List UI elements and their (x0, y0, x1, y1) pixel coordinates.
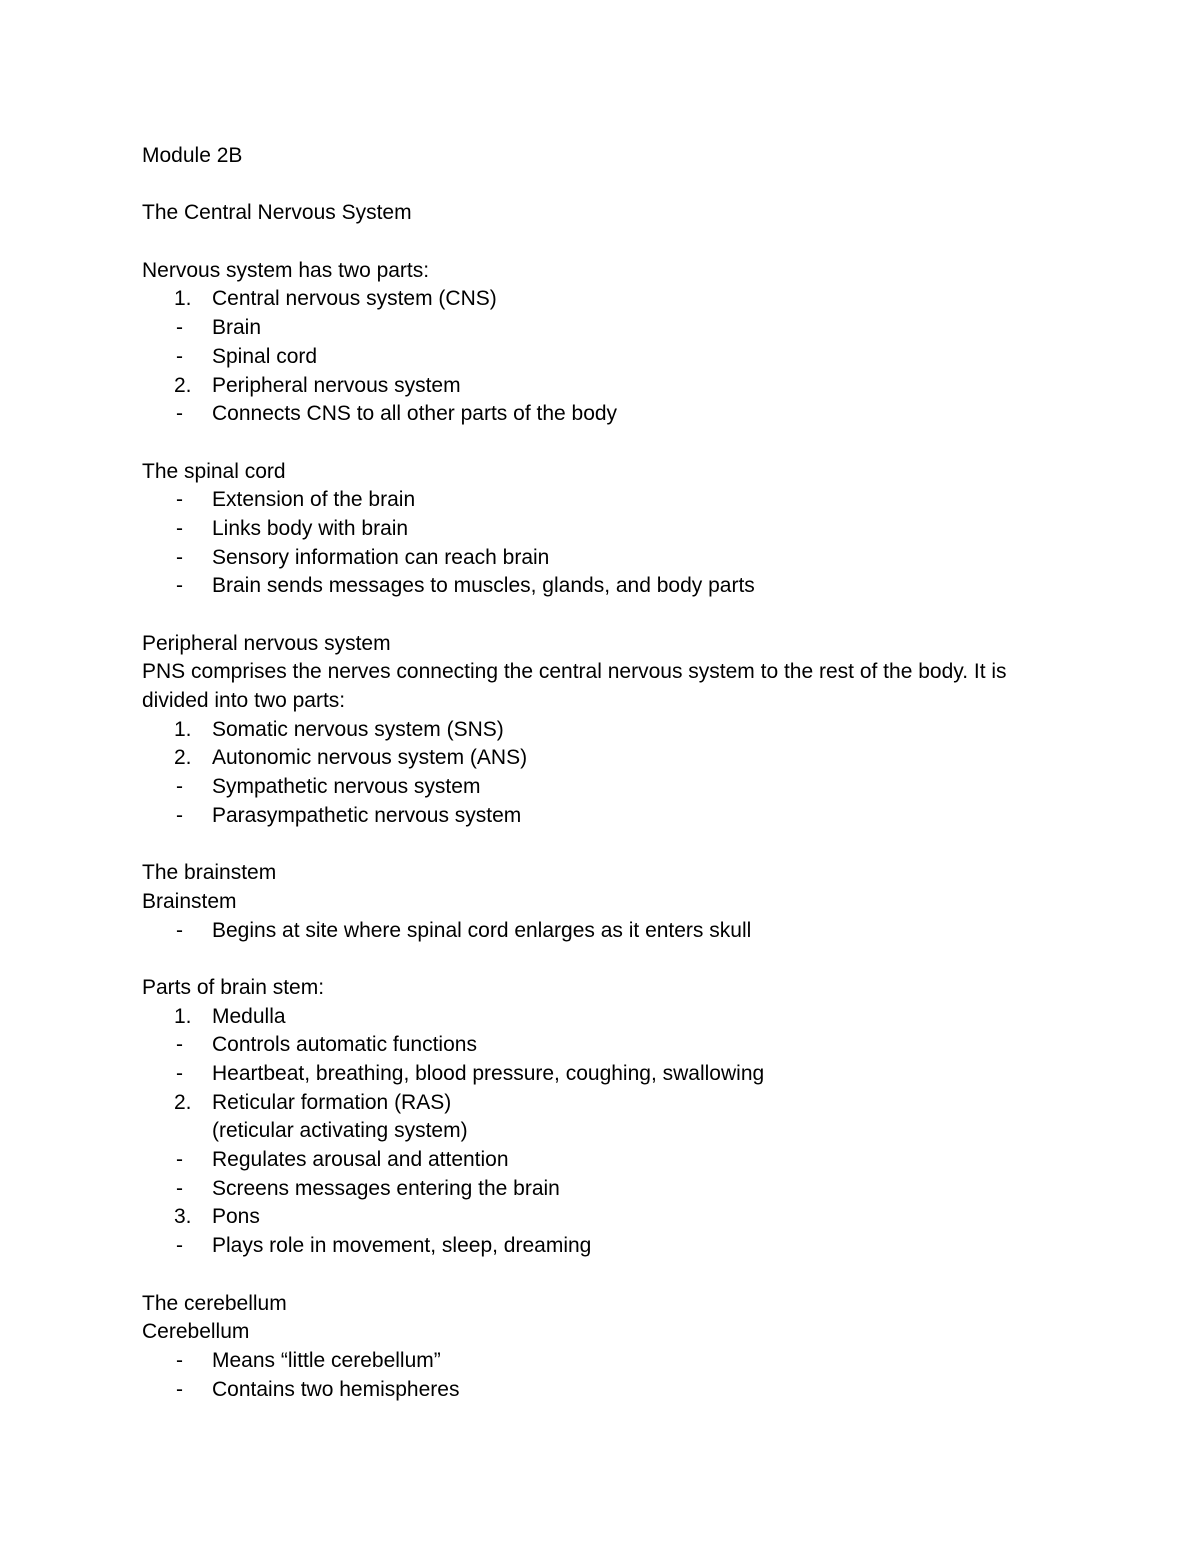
list-item-text: Screens messages entering the brain (212, 1176, 560, 1200)
list-marker: - (176, 1176, 183, 1200)
list-item-text: Extension of the brain (212, 488, 416, 512)
list-item-text: Central nervous system (CNS) (212, 287, 497, 311)
list-marker: 1. (174, 287, 192, 311)
blank-line (142, 601, 1042, 630)
list-marker: 2. (174, 373, 192, 397)
section-heading: Peripheral nervous system (142, 631, 391, 655)
list-item-text: Parasympathetic nervous system (212, 803, 522, 827)
list-item (142, 1031, 1042, 1060)
list-item (142, 1232, 1042, 1261)
list-item (142, 716, 1042, 745)
list-item (142, 1060, 1042, 1089)
list-item (142, 486, 1042, 515)
list-marker: 1. (174, 1004, 192, 1028)
list-item-text: Sympathetic nervous system (212, 775, 481, 799)
list-marker: - (176, 803, 183, 827)
list-marker: - (176, 316, 183, 340)
list-item-text: Brain (212, 316, 262, 340)
section-heading: The cerebellum (142, 1291, 287, 1315)
list-item (142, 1376, 1042, 1405)
list-item (142, 372, 1042, 401)
list-item (142, 917, 1042, 946)
list-item (142, 314, 1042, 343)
list-marker: - (176, 545, 183, 569)
blank-line (142, 429, 1042, 458)
document-title: Module 2B (142, 144, 243, 167)
section-subheading: Brainstem (142, 889, 237, 913)
list-marker: - (176, 775, 183, 799)
section-spinal-cord (142, 458, 1042, 601)
section-brainstem (142, 859, 1042, 945)
list-item-text: Connects CNS to all other parts of the body (212, 402, 618, 426)
list-marker: - (176, 1148, 183, 1172)
list-item-text: Brain sends messages to muscles, glands, and body parts (212, 574, 755, 598)
list-item (142, 1347, 1042, 1376)
list-item-text: Begins at site where spinal cord enlarges as it enters skull (212, 918, 752, 942)
list-marker: - (176, 344, 183, 368)
list-item-text: Means “little cerebellum” (212, 1348, 441, 1372)
section-paragraph: PNS comprises the nerves connecting the central nervous system to the rest of the body. It is divided into two parts: (142, 660, 1007, 713)
list-item-text: Somatic nervous system (SNS) (212, 717, 504, 741)
list-item (142, 1089, 1042, 1118)
blank-line (142, 171, 1042, 200)
section-parts-of-brain-stem (142, 974, 1042, 1261)
list-marker: 3. (174, 1205, 192, 1229)
list-marker: - (176, 574, 183, 598)
list-marker: - (176, 516, 183, 540)
section-subheading: Cerebellum (142, 1320, 250, 1344)
section-peripheral-nervous-system (142, 630, 1042, 831)
list-item (142, 1146, 1042, 1175)
list-item (142, 343, 1042, 372)
blank-line (142, 945, 1042, 974)
list-item (142, 802, 1042, 831)
list-item-text: Medulla (212, 1004, 286, 1028)
list-item-text: Reticular formation (RAS) (212, 1090, 452, 1114)
list-marker: 1. (174, 717, 192, 741)
document-subtitle: The Central Nervous System (142, 201, 412, 225)
section-cerebellum (142, 1290, 1042, 1405)
document-body (142, 142, 1042, 1404)
blank-line (142, 228, 1042, 257)
blank-line (142, 831, 1042, 860)
list-item (142, 1117, 1042, 1146)
list-item-text: Plays role in movement, sleep, dreaming (212, 1234, 592, 1258)
list-item (142, 1203, 1042, 1232)
list-item-text: Autonomic nervous system (ANS) (212, 746, 528, 770)
list-item-text: (reticular activating system) (212, 1119, 468, 1143)
blank-line (142, 1261, 1042, 1290)
section-heading: The brainstem (142, 861, 277, 885)
list-item-text: Regulates arousal and attention (212, 1148, 509, 1172)
list-marker: - (176, 488, 183, 512)
list-item-text: Pons (212, 1205, 260, 1229)
section-nervous-system-parts (142, 257, 1042, 429)
list-item (142, 1003, 1042, 1032)
list-item (142, 773, 1042, 802)
list-marker: - (176, 918, 183, 942)
list-item-text: Spinal cord (212, 344, 318, 368)
list-item-text: Contains two hemispheres (212, 1377, 460, 1401)
list-item-text: Peripheral nervous system (212, 373, 461, 397)
list-marker: - (176, 1234, 183, 1258)
list-marker: 2. (174, 746, 192, 770)
list-marker: - (176, 1348, 183, 1372)
section-heading: Nervous system has two parts: (142, 258, 430, 282)
list-item (142, 744, 1042, 773)
list-item-text: Sensory information can reach brain (212, 545, 550, 569)
list-marker: - (176, 1062, 183, 1086)
list-item (142, 285, 1042, 314)
list-item-text: Heartbeat, breathing, blood pressure, coughing, swallowing (212, 1062, 765, 1086)
list-item (142, 572, 1042, 601)
list-item (142, 400, 1042, 429)
list-item (142, 544, 1042, 573)
section-heading: The spinal cord (142, 459, 286, 483)
list-marker: - (176, 1033, 183, 1057)
list-marker: 2. (174, 1090, 192, 1114)
list-item-text: Controls automatic functions (212, 1033, 477, 1057)
list-item (142, 1175, 1042, 1204)
list-marker: - (176, 1377, 183, 1401)
section-heading: Parts of brain stem: (142, 975, 325, 999)
list-marker: - (176, 402, 183, 426)
list-item-text: Links body with brain (212, 516, 409, 540)
list-item (142, 515, 1042, 544)
